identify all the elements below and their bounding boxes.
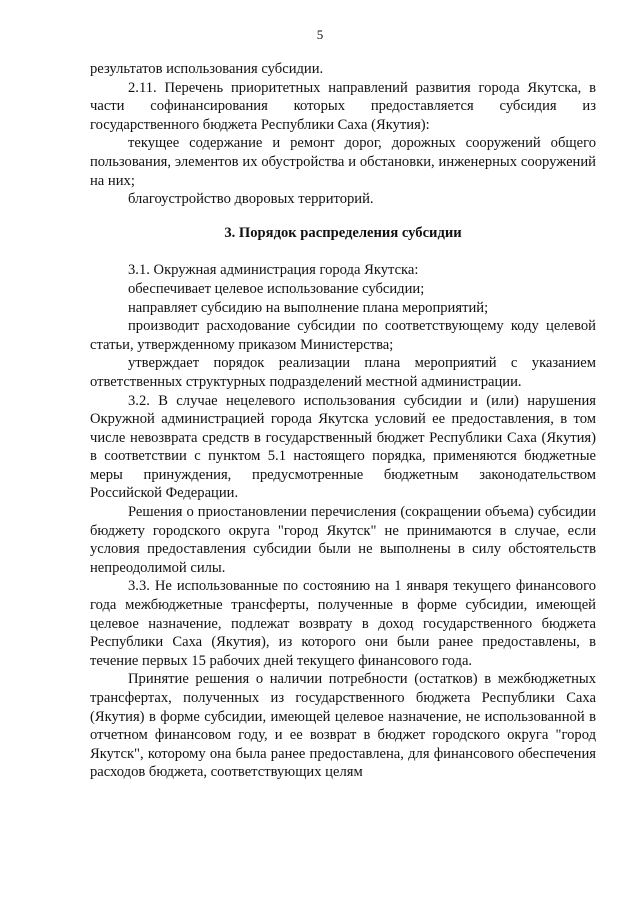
- bottom-paragraph-5: утверждает порядок реализации плана мероприятий с указанием ответственных структурных подразделений местной администрации.: [90, 355, 596, 390]
- page-number: 5: [316, 27, 324, 42]
- bottom-paragraph-9: Принятие решения о наличии потребности (остатков) в межбюджетных трансфертах, полученных из государственного бюджета Республики Саха (Якутия) в форме субсидии, имеющей целевое назначение, не использованной в отчетном финансовом году, и ее возврат в бюджет городского округа "город Якутск", которому она была ранее предоставлена, для финансового обеспечения расходов бюджета, соответствующих целям: [90, 671, 596, 781]
- bottom-paragraph-1: 3.1. Окружная администрация города Якутска:: [128, 262, 419, 279]
- bottom-paragraph-2: обеспечивает целевое использование субсидии;: [128, 280, 425, 297]
- top-paragraph-2: 2.11. Перечень приоритетных направлений развития города Якутска, в части софинансирования которых предоставляется субсидия из государственного бюджета Республики Саха (Якутия):: [90, 79, 596, 133]
- bottom-paragraph-8: 3.3. Не использованные по состоянию на 1 января текущего финансового года межбюджетные трансферты, полученные в форме субсидии, имеющей целевое назначение, подлежат возврату в доход государственного бюджета Республики Саха (Якутия), из которого они были ранее предоставлены, в течение первых 15 рабочих дней текущего финансового года.: [90, 578, 596, 669]
- section-heading: 3. Порядок распределения субсидии: [224, 224, 462, 241]
- top-paragraph-3: текущее содержание и ремонт дорог, дорожных сооружений общего пользования, элементов их обустройства и обстановки, инженерных сооружений на них;: [90, 135, 596, 189]
- document-body: [90, 60, 596, 782]
- top-paragraph-1: результатов использования субсидии.: [90, 61, 324, 77]
- bottom-paragraph-7: Решения о приостановлении перечисления (сокращении объема) субсидии бюджету городского округа "город Якутск" не принимаются в случае, если условия предоставления субсидии были не выполнены в силу обстоятельств непреодолимой силы.: [90, 504, 596, 576]
- top-paragraph-4: благоустройство дворовых территорий.: [128, 191, 374, 208]
- bottom-paragraph-4: производит расходование субсидии по соответствующему коду целевой статьи, утвержденному приказом Министерства;: [90, 318, 596, 353]
- top-paragraphs: [90, 60, 596, 209]
- bottom-paragraph-6: 3.2. В случае нецелевого использования субсидии и (или) нарушения Окружной администрацией города Якутска условий ее предоставления, в том числе невозврата средств в государственный бюджет Республики Саха (Якутия) в соответствии с пунктом 5.1 настоящего порядка, применяются бюджетные меры принуждения, предусмотренные бюджетным законодательством Российской Федерации.: [90, 392, 596, 502]
- bottom-paragraph-3: направляет субсидию на выполнение плана мероприятий;: [128, 299, 489, 316]
- bottom-paragraphs: [90, 261, 596, 782]
